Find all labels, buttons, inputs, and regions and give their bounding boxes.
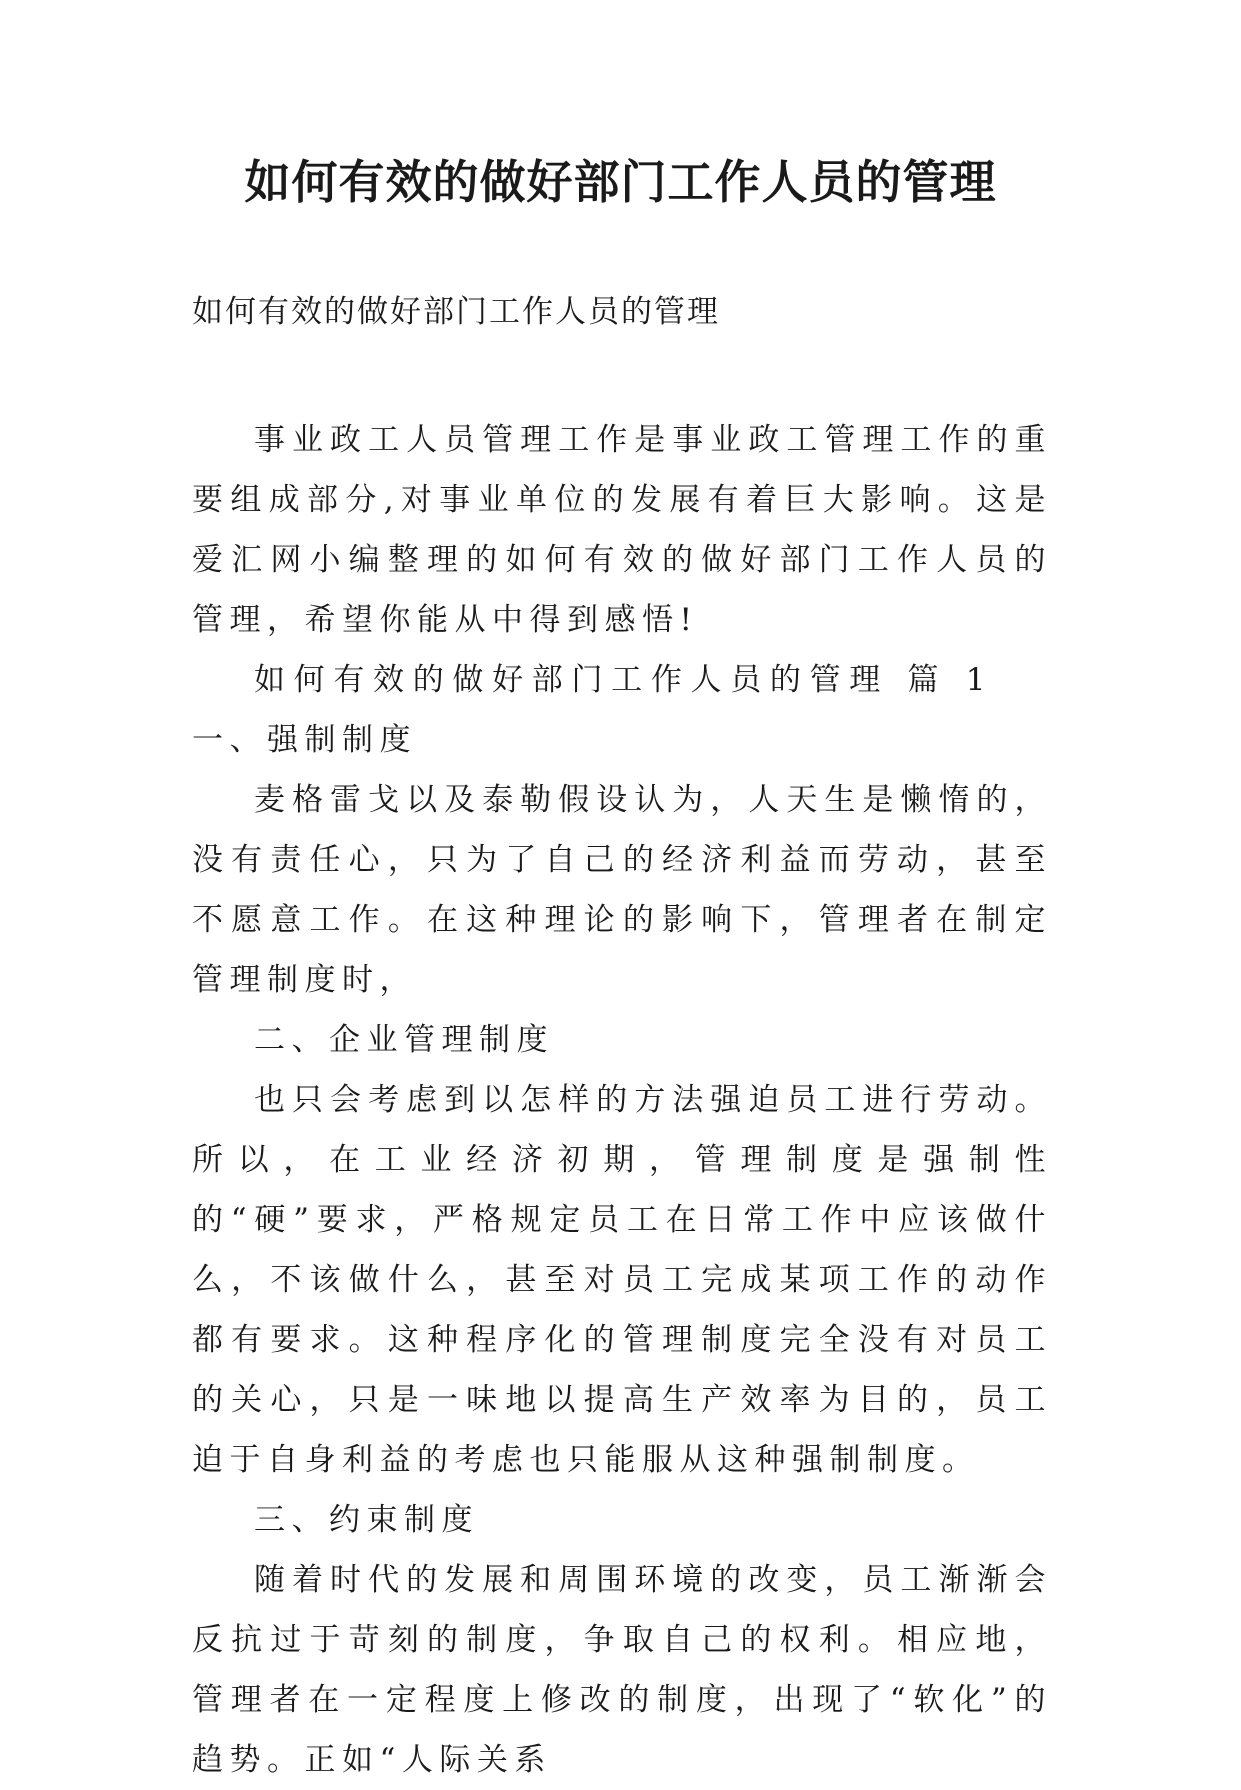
- section-heading-1-label: 一、强制制度: [192, 722, 417, 758]
- section-heading-3: 三、约束制度: [254, 1502, 479, 1538]
- section-heading-1: [192, 650, 1052, 770]
- body-paragraph-1: 麦格雷戈以及泰勒假设认为，人天生是懒惰的，没有责任心，只为了自己的经济利益而劳动，甚至不愿意工作。在这种理论的影响下，管理者在制定管理制度时，: [192, 782, 1052, 998]
- document-subtitle: 如何有效的做好部门工作人员的管理: [192, 294, 720, 330]
- document-title: 如何有效的做好部门工作人员的管理: [244, 155, 997, 209]
- body-paragraph-2: 也只会考虑到以怎样的方法强迫员工进行劳动。所以，在工业经济初期，管理制度是强制性的“硬”要求，严格规定员工在日常工作中应该做什么，不该做什么，甚至对员工完成某项工作的动作都有要求。这种程序化的管理制度完全没有对员工的关心，只是一味地以提高生产效率为目的，员工迫于自身利益的考虑也只能服从这种强制制度。: [192, 1082, 1052, 1478]
- body-paragraph-3: 随着时代的发展和周围环境的改变，员工渐渐会反抗过于苛刻的制度，争取自己的权利。相应地，管理者在一定程度上修改的制度，出现了“软化”的趋势。正如“人际关系: [192, 1562, 1052, 1778]
- section-heading-2: 二、企业管理制度: [254, 1022, 554, 1058]
- intro-paragraph: 事业政工人员管理工作是事业政工管理工作的重要组成部分,对事业单位的发展有着巨大影响。这是爱汇网小编整理的如何有效的做好部门工作人员的管理，希望你能从中得到感悟!: [192, 422, 1052, 638]
- document-body: [192, 410, 1052, 1790]
- section-heading-1-title: 如何有效的做好部门工作人员的管理 篇 1: [254, 662, 992, 698]
